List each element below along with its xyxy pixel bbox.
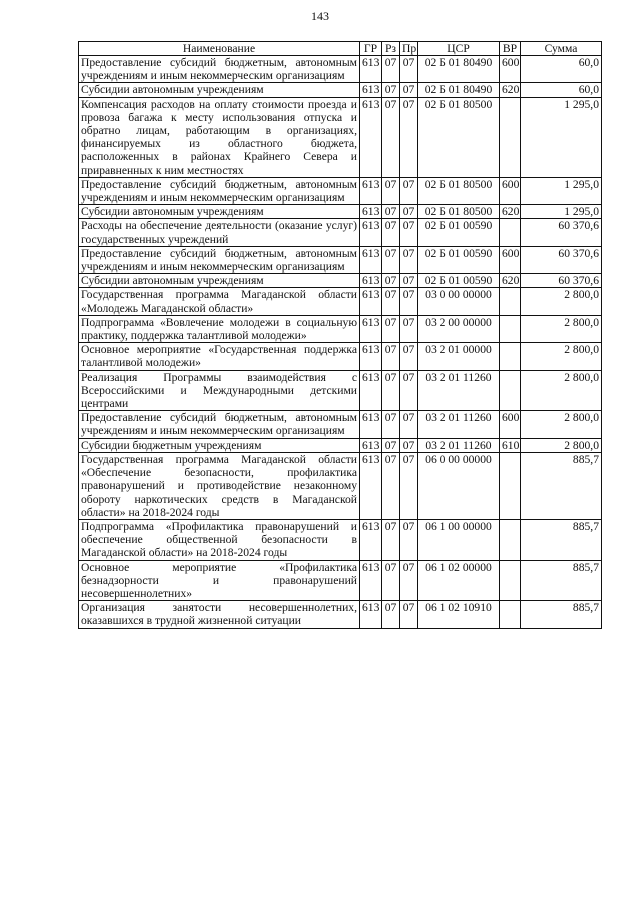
cell-vr (500, 343, 521, 370)
cell-gr: 613 (360, 288, 382, 315)
budget-table (78, 41, 602, 629)
page-number: 143 (311, 9, 329, 23)
table-row (79, 370, 602, 411)
cell-gr: 613 (360, 438, 382, 452)
cell-gr: 613 (360, 246, 382, 273)
cell-rz: 07 (382, 438, 400, 452)
cell-sum: 2 800,0 (521, 343, 602, 370)
cell-pr: 07 (400, 205, 418, 219)
table-row (79, 452, 602, 519)
cell-vr: 600 (500, 246, 521, 273)
cell-name: Организация занятости несовершеннолетних, оказавшихся в трудной жизненной ситуации (79, 601, 360, 628)
cell-sum: 2 800,0 (521, 411, 602, 438)
column-header-pr: Пр (400, 42, 418, 56)
cell-sum: 2 800,0 (521, 315, 602, 342)
table-row (79, 315, 602, 342)
cell-csr: 06 1 00 00000 (418, 519, 500, 560)
cell-sum: 1 295,0 (521, 177, 602, 204)
cell-gr: 613 (360, 219, 382, 246)
table-row (79, 411, 602, 438)
table-row (79, 343, 602, 370)
column-header-name: Наименование (79, 42, 360, 56)
cell-gr: 613 (360, 205, 382, 219)
cell-name: Субсидии автономным учреждениям (79, 205, 360, 219)
cell-vr: 620 (500, 205, 521, 219)
cell-rz: 07 (382, 97, 400, 177)
cell-pr: 07 (400, 519, 418, 560)
cell-name: Предоставление субсидий бюджетным, автономным учреждениям и иным некоммерческим организациям (79, 56, 360, 83)
table-row (79, 274, 602, 288)
table-row (79, 97, 602, 177)
cell-name: Компенсация расходов на оплату стоимости проезда и провоза багажа к месту использования отпуска и обратно лицам, работающим в организациях, финансируемых из областного бюджета, расположенных в районах Крайнего Севера и приравненных к ним местностях (79, 97, 360, 177)
cell-rz: 07 (382, 315, 400, 342)
cell-vr (500, 370, 521, 411)
cell-sum: 60 370,6 (521, 219, 602, 246)
cell-pr: 07 (400, 177, 418, 204)
cell-name: Субсидии автономным учреждениям (79, 83, 360, 97)
cell-name: Предоставление субсидий бюджетным, автономным учреждениям и иным некоммерческим организациям (79, 411, 360, 438)
cell-rz: 07 (382, 288, 400, 315)
cell-sum: 2 800,0 (521, 288, 602, 315)
header-row (79, 42, 602, 56)
cell-csr: 03 2 01 00000 (418, 343, 500, 370)
cell-gr: 613 (360, 519, 382, 560)
cell-pr: 07 (400, 219, 418, 246)
cell-pr: 07 (400, 97, 418, 177)
cell-csr: 03 0 00 00000 (418, 288, 500, 315)
cell-csr: 02 Б 01 80490 (418, 56, 500, 83)
cell-gr: 613 (360, 315, 382, 342)
cell-vr: 600 (500, 56, 521, 83)
cell-vr: 620 (500, 83, 521, 97)
cell-csr: 02 Б 01 80500 (418, 97, 500, 177)
column-header-csr: ЦСР (418, 42, 500, 56)
cell-csr: 02 Б 01 80490 (418, 83, 500, 97)
cell-pr: 07 (400, 343, 418, 370)
cell-gr: 613 (360, 560, 382, 601)
cell-vr (500, 601, 521, 628)
cell-rz: 07 (382, 246, 400, 273)
cell-pr: 07 (400, 560, 418, 601)
cell-csr: 02 Б 01 00590 (418, 274, 500, 288)
cell-sum: 1 295,0 (521, 97, 602, 177)
cell-sum: 2 800,0 (521, 370, 602, 411)
table-row (79, 56, 602, 83)
cell-sum: 2 800,0 (521, 438, 602, 452)
cell-csr: 03 2 01 11260 (418, 411, 500, 438)
cell-rz: 07 (382, 519, 400, 560)
table-row (79, 601, 602, 628)
column-header-vr: ВР (500, 42, 521, 56)
cell-gr: 613 (360, 83, 382, 97)
cell-rz: 07 (382, 411, 400, 438)
cell-gr: 613 (360, 411, 382, 438)
cell-sum: 1 295,0 (521, 205, 602, 219)
cell-rz: 07 (382, 452, 400, 519)
cell-pr: 07 (400, 601, 418, 628)
cell-vr: 600 (500, 411, 521, 438)
cell-rz: 07 (382, 560, 400, 601)
cell-csr: 06 1 02 10910 (418, 601, 500, 628)
cell-sum: 60,0 (521, 56, 602, 83)
cell-vr (500, 560, 521, 601)
column-header-rz: Рз (382, 42, 400, 56)
cell-csr: 02 Б 01 00590 (418, 219, 500, 246)
cell-name: Реализация Программы взаимодействия с Всероссийскими и Международными детскими центрами (79, 370, 360, 411)
cell-sum: 885,7 (521, 519, 602, 560)
cell-sum: 60,0 (521, 83, 602, 97)
table-row (79, 205, 602, 219)
cell-name: Государственная программа Магаданской области «Обеспечение безопасности, профилактика правонарушений и противодействие незаконному обороту наркотических средств в Магаданской области» на 2018-2024 годы (79, 452, 360, 519)
cell-gr: 613 (360, 343, 382, 370)
cell-vr: 620 (500, 274, 521, 288)
cell-gr: 613 (360, 177, 382, 204)
cell-name: Основное мероприятие «Профилактика безнадзорности и правонарушений несовершеннолетних» (79, 560, 360, 601)
cell-rz: 07 (382, 274, 400, 288)
cell-pr: 07 (400, 83, 418, 97)
cell-rz: 07 (382, 219, 400, 246)
cell-pr: 07 (400, 411, 418, 438)
cell-csr: 03 2 00 00000 (418, 315, 500, 342)
cell-rz: 07 (382, 83, 400, 97)
cell-name: Субсидии автономным учреждениям (79, 274, 360, 288)
table-row (79, 83, 602, 97)
cell-rz: 07 (382, 601, 400, 628)
cell-name: Государственная программа Магаданской области «Молодежь Магаданской области» (79, 288, 360, 315)
cell-sum: 60 370,6 (521, 274, 602, 288)
cell-sum: 885,7 (521, 452, 602, 519)
table-row (79, 288, 602, 315)
cell-name: Основное мероприятие «Государственная поддержка талантливой молодежи» (79, 343, 360, 370)
table-row (79, 246, 602, 273)
cell-gr: 613 (360, 56, 382, 83)
cell-csr: 02 Б 01 80500 (418, 205, 500, 219)
cell-gr: 613 (360, 97, 382, 177)
cell-name: Расходы на обеспечение деятельности (оказание услуг) государственных учреждений (79, 219, 360, 246)
cell-vr (500, 288, 521, 315)
cell-pr: 07 (400, 370, 418, 411)
table-row (79, 438, 602, 452)
table-body (79, 56, 602, 629)
cell-vr (500, 97, 521, 177)
cell-csr: 06 0 00 00000 (418, 452, 500, 519)
column-header-gr: ГР (360, 42, 382, 56)
cell-pr: 07 (400, 452, 418, 519)
cell-sum: 885,7 (521, 601, 602, 628)
cell-pr: 07 (400, 274, 418, 288)
cell-vr: 610 (500, 438, 521, 452)
cell-pr: 07 (400, 438, 418, 452)
cell-pr: 07 (400, 246, 418, 273)
table-row (79, 177, 602, 204)
cell-rz: 07 (382, 177, 400, 204)
cell-pr: 07 (400, 288, 418, 315)
table-row (79, 219, 602, 246)
cell-csr: 06 1 02 00000 (418, 560, 500, 601)
cell-vr (500, 219, 521, 246)
cell-csr: 02 Б 01 80500 (418, 177, 500, 204)
cell-sum: 885,7 (521, 560, 602, 601)
cell-name: Подпрограмма «Вовлечение молодежи в социальную практику, поддержка талантливой молодежи» (79, 315, 360, 342)
cell-vr: 600 (500, 177, 521, 204)
cell-vr (500, 452, 521, 519)
cell-gr: 613 (360, 601, 382, 628)
cell-csr: 02 Б 01 00590 (418, 246, 500, 273)
cell-pr: 07 (400, 315, 418, 342)
cell-rz: 07 (382, 56, 400, 83)
cell-name: Предоставление субсидий бюджетным, автономным учреждениям и иным некоммерческим организациям (79, 246, 360, 273)
cell-gr: 613 (360, 274, 382, 288)
cell-name: Предоставление субсидий бюджетным, автономным учреждениям и иным некоммерческим организациям (79, 177, 360, 204)
column-header-sum: Сумма (521, 42, 602, 56)
cell-name: Подпрограмма «Профилактика правонарушений и обеспечение общественной безопасности в Магаданской области» на 2018-2024 годы (79, 519, 360, 560)
cell-gr: 613 (360, 370, 382, 411)
cell-name: Субсидии бюджетным учреждениям (79, 438, 360, 452)
table-row (79, 560, 602, 601)
cell-pr: 07 (400, 56, 418, 83)
cell-csr: 03 2 01 11260 (418, 370, 500, 411)
cell-rz: 07 (382, 370, 400, 411)
cell-vr (500, 519, 521, 560)
cell-vr (500, 315, 521, 342)
cell-rz: 07 (382, 343, 400, 370)
cell-gr: 613 (360, 452, 382, 519)
cell-sum: 60 370,6 (521, 246, 602, 273)
cell-rz: 07 (382, 205, 400, 219)
cell-csr: 03 2 01 11260 (418, 438, 500, 452)
table-row (79, 519, 602, 560)
